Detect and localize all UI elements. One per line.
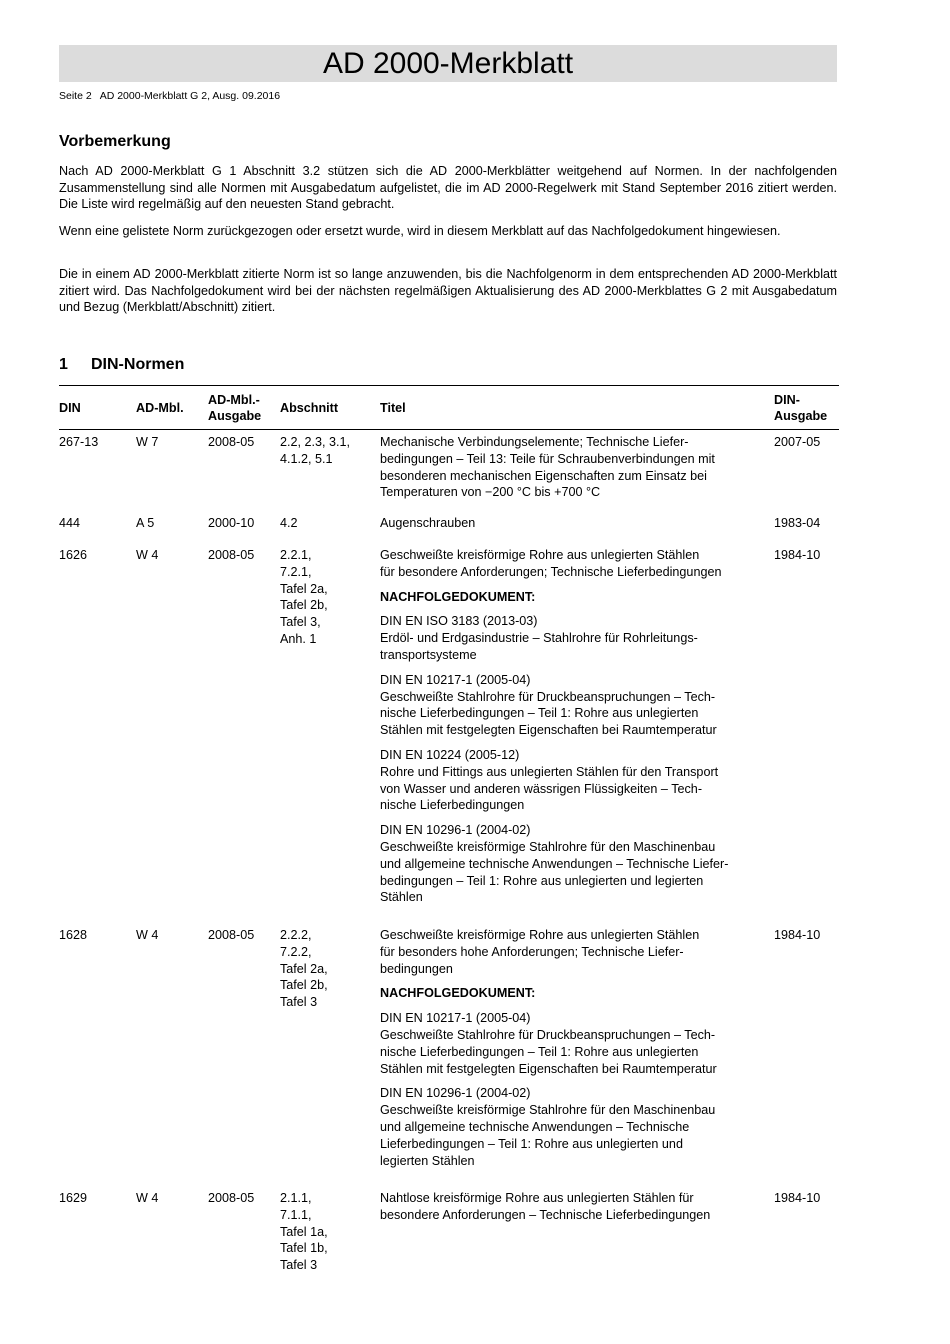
ad-ausgabe: 2008-05 <box>208 548 255 562</box>
preface-paragraph-2: Wenn eine gelistete Norm zurückgezogen oder ersetzt wurde, wird in diesem Merkblatt auf das Nachfolgedokument hingewiesen. <box>59 224 781 238</box>
ad-mbl: W 4 <box>136 1191 159 1205</box>
abschnitt <box>280 927 375 1011</box>
abschnitt-line: 7.2.2, <box>280 944 312 959</box>
abschnitt-line: 4.2 <box>280 516 298 530</box>
document-title: AD 2000-Merkblatt <box>59 45 837 82</box>
titel <box>380 515 768 540</box>
din-ausgabe: 2007-05 <box>774 435 821 449</box>
abschnitt-line: 2.2, 2.3, 3.1, <box>280 435 351 449</box>
abschnitt <box>280 547 375 648</box>
abschnitt-line: Tafel 3 <box>280 1258 318 1273</box>
doc-reference: AD 2000-Merkblatt G 2, Ausg. 09.2016 <box>99 90 281 102</box>
titel-text: Mechanische Verbindungselemente; Technische Liefer- bedingungen – Teil 13: Teile für Schraubenverbindungen mit besonderen mechanischen Eigenschaften zum Einsatz bei Temperaturen von −200 °C bis +700 °C <box>380 435 715 500</box>
abschnitt-line: Tafel 2a, <box>280 961 328 976</box>
din-number: 1626 <box>59 548 88 562</box>
abschnitt-line: Tafel 2b, <box>280 598 328 613</box>
preface-paragraph-1: Nach AD 2000-Merkblatt G 1 Abschnitt 3.2 stützen sich die AD 2000-Merkblätter weitgehend auf Normen. In der nachfolgenden Zusammenstellung sind alle Normen mit Ausgabedatum aufgelistet, die im AD 2000-Regelwerk mit Stand September 2016 zitiert werden. Die Liste wird regelmäßig auf den neuesten Stand gebracht. <box>59 164 837 212</box>
abschnitt-line: 7.2.1, <box>280 564 312 579</box>
ad-ausgabe: 2008-05 <box>208 928 255 942</box>
din-ausgabe: 1984-10 <box>774 928 821 942</box>
header-abschnitt: Abschnitt <box>280 400 339 415</box>
abschnitt-line: 2.2.2, <box>280 928 312 942</box>
nachfolgedokument-label: NACHFOLGEDOKUMENT: <box>380 986 536 1001</box>
abschnitt-line: Tafel 3, <box>280 615 321 630</box>
header-din-ausgabe: DIN- Ausgabe <box>774 392 828 423</box>
header-din: DIN <box>59 400 81 415</box>
din-ausgabe: 1984-10 <box>774 548 821 562</box>
titel <box>380 434 768 509</box>
din-number: 444 <box>59 516 81 530</box>
section-number: 1 <box>59 356 68 373</box>
titel-text: Augenschrauben <box>380 516 476 530</box>
din-number: 1628 <box>59 928 88 942</box>
din-ausgabe: 1984-10 <box>774 1191 821 1205</box>
successor-document: DIN EN 10296-1 (2004-02) Geschweißte kreisförmige Stahlrohre für den Maschinenbau und allgemeine technische Anwendungen – Technische Lieferbedingungen – Teil 1: Rohre aus unlegierten und legierten Stählen <box>380 1086 716 1168</box>
ad-ausgabe: 2008-05 <box>208 1191 255 1205</box>
ad-ausgabe: 2008-05 <box>208 435 255 449</box>
abschnitt-line: Tafel 3 <box>280 995 318 1010</box>
successor-document: DIN EN 10217-1 (2005-04) Geschweißte Stahlrohre für Druckbeanspruchungen – Tech- nische Lieferbedingungen – Teil 1: Rohre aus unlegierten Stählen mit festgelegten Eigenschaften bei Raumtemperatur <box>380 1011 717 1076</box>
table-header <box>59 385 839 430</box>
titel <box>380 1190 768 1232</box>
titel-text: Nahtlose kreisförmige Rohre aus unlegierten Stählen für besondere Anforderungen – Technische Lieferbedingungen <box>380 1191 711 1222</box>
ad-mbl: W 4 <box>136 928 159 942</box>
abschnitt-line: 2.1.1, <box>280 1191 312 1205</box>
titel-text: Geschweißte kreisförmige Rohre aus unlegierten Stählen für besondere Anforderungen; Technische Lieferbedingungen <box>380 548 722 579</box>
din-norms-table <box>59 385 839 1273</box>
section-title: DIN-Normen <box>91 356 185 373</box>
abschnitt-line: Tafel 1a, <box>280 1224 328 1239</box>
preface-paragraph-3: Die in einem AD 2000-Merkblatt zitierte Norm ist so lange anzuwenden, bis die Nachfolgenorm in dem entsprechenden AD 2000-Merkblatt zitiert wird. Das Nachfolgedokument wird bei der nächsten regelmäßigen Aktualisierung des AD 2000-Merkblattes G 2 mit Ausgabedatum und Bezug (Merkblatt/Abschnitt) zitiert. <box>59 267 837 315</box>
abschnitt <box>280 515 375 532</box>
abschnitt-line: Anh. 1 <box>280 631 317 646</box>
abschnitt <box>280 434 375 468</box>
ad-mbl: A 5 <box>136 516 155 530</box>
abschnitt-line: 4.1.2, 5.1 <box>280 451 333 466</box>
successor-document: DIN EN ISO 3183 (2013-03) Erdöl- und Erdgasindustrie – Stahlrohre für Rohrleitungs- transportsysteme <box>380 614 698 662</box>
titel <box>380 547 768 914</box>
abschnitt-line: 7.1.1, <box>280 1207 312 1222</box>
abschnitt-line: 2.2.1, <box>280 548 312 562</box>
din-ausgabe: 1983-04 <box>774 516 821 530</box>
titel-text: Geschweißte kreisförmige Rohre aus unlegierten Stählen für besonders hohe Anforderungen; Technische Liefer- bedingungen <box>380 928 700 976</box>
abschnitt-line: Tafel 1b, <box>280 1241 328 1256</box>
abschnitt-line: Tafel 2b, <box>280 978 328 993</box>
din-number: 267-13 <box>59 435 99 449</box>
successor-document: DIN EN 10224 (2005-12) Rohre und Fittings aus unlegierten Stählen für den Transport von Wasser und anderen wässrigen Flüssigkeiten – Tech- nische Lieferbedingungen <box>380 747 719 813</box>
nachfolgedokument-label: NACHFOLGEDOKUMENT: <box>380 589 536 604</box>
abschnitt <box>280 1190 375 1274</box>
header-ad-mbl: AD-Mbl. <box>136 400 184 415</box>
ad-ausgabe: 2000-10 <box>208 516 255 530</box>
header-ad-ausgabe: AD-Mbl.- Ausgabe <box>208 392 262 423</box>
header-titel: Titel <box>380 400 406 415</box>
titel <box>380 927 768 1177</box>
din-number: 1629 <box>59 1191 88 1205</box>
page-label: Seite 2 <box>59 90 92 102</box>
ad-mbl: W 7 <box>136 435 159 449</box>
section-heading <box>59 355 184 375</box>
abschnitt-line: Tafel 2a, <box>280 581 328 596</box>
ad-mbl: W 4 <box>136 548 159 562</box>
successor-document: DIN EN 10217-1 (2005-04) Geschweißte Stahlrohre für Druckbeanspruchungen – Tech- nische Lieferbedingungen – Teil 1: Rohre aus unlegierten Stählen mit festgelegten Eigenschaften bei Raumtemperatur <box>380 672 717 738</box>
successor-document: DIN EN 10296-1 (2004-02) Geschweißte kreisförmige Stahlrohre für den Maschinenbau und allgemeine technische Anwendungen – Technische Liefer- bedingungen – Teil 1: Rohre aus unlegierten und legierten Stählen <box>380 823 729 905</box>
preface-heading: Vorbemerkung <box>59 133 171 150</box>
page-info <box>59 89 288 103</box>
